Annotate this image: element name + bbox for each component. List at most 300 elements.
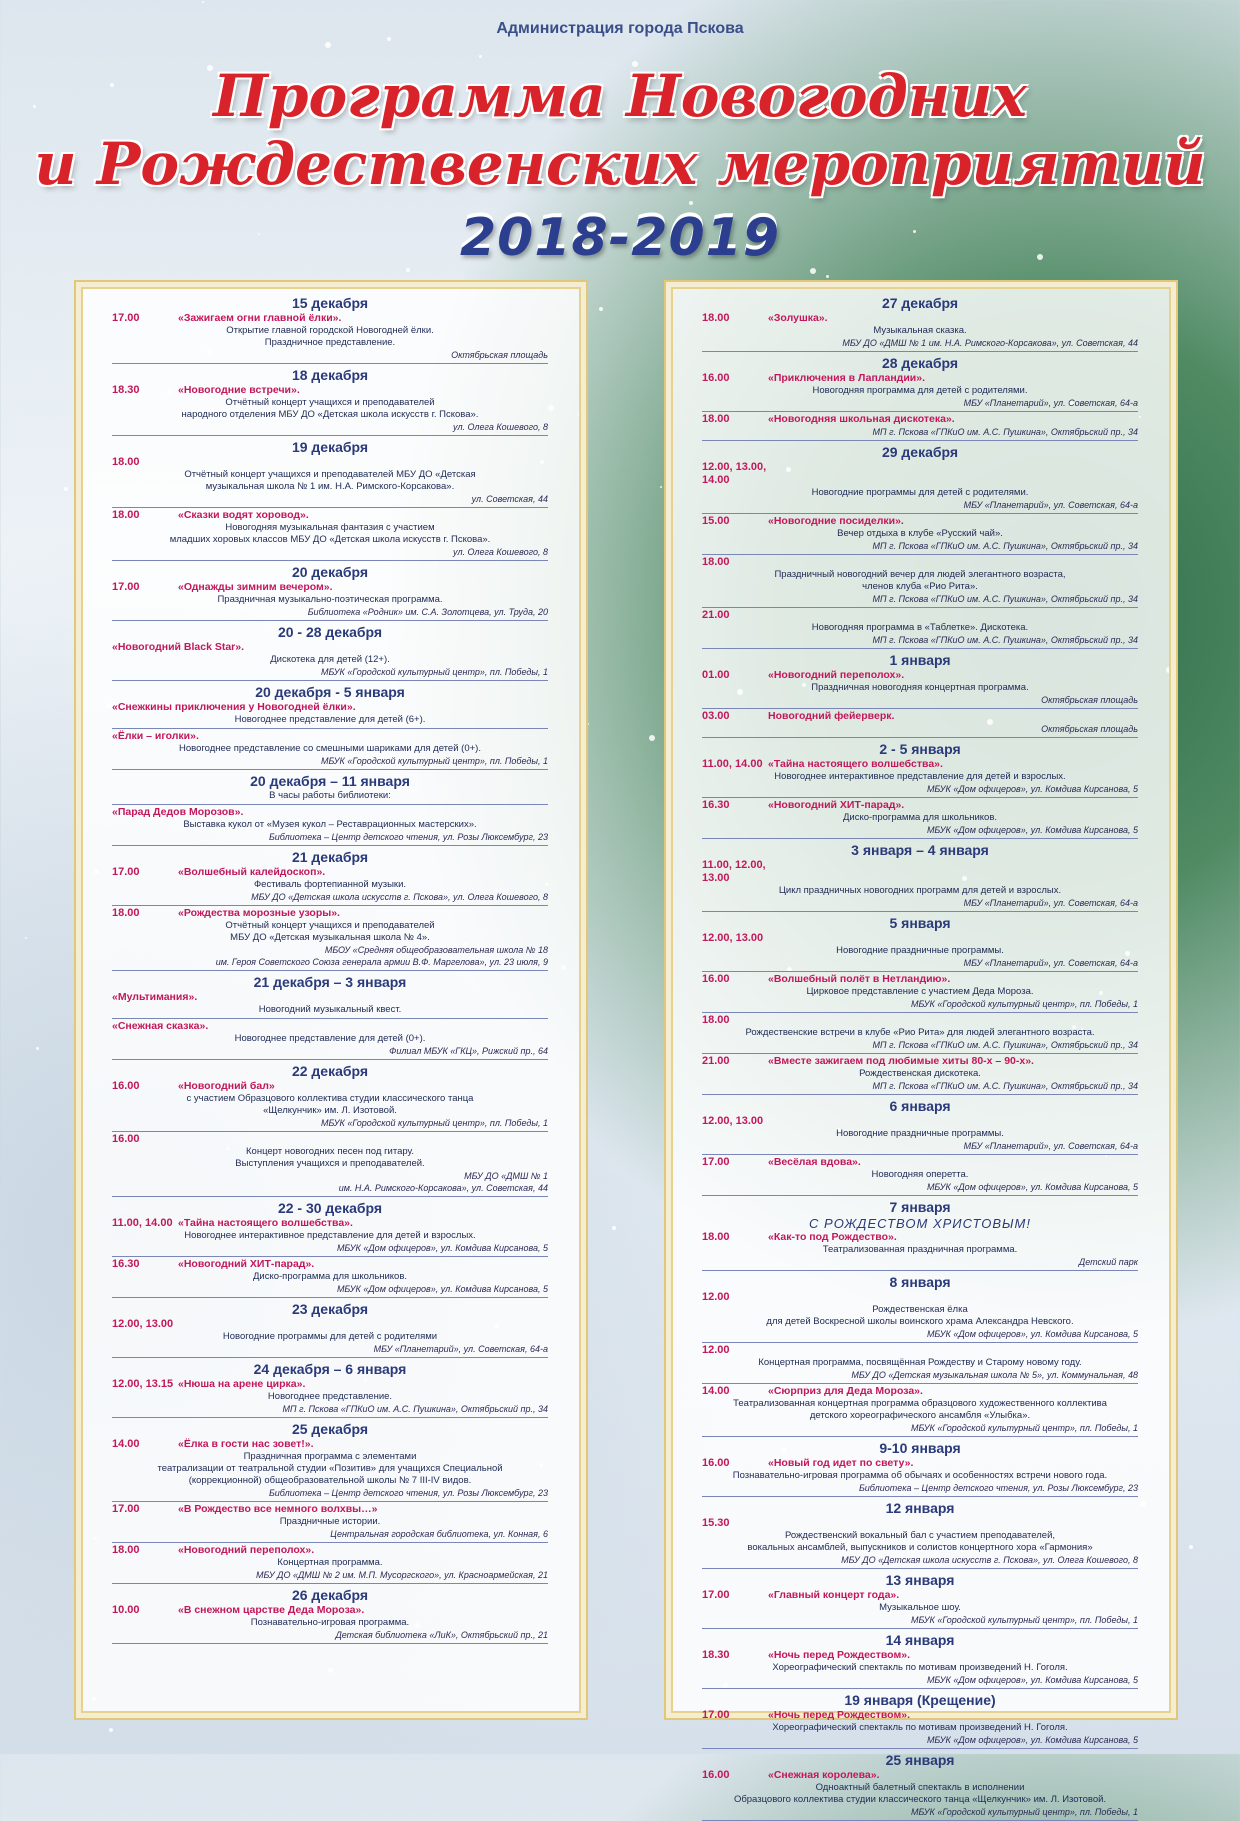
snowflake	[826, 275, 829, 278]
date-heading: 1 января	[889, 652, 951, 668]
event-time: 12.00, 13.00, 14.00	[702, 461, 767, 486]
event-header	[112, 806, 548, 819]
event-time: 18.00	[112, 1544, 140, 1556]
event-time: 12.00	[702, 1291, 730, 1303]
event-header	[702, 1344, 1138, 1357]
event-name: «Ёлка в гости нас зовет!».	[178, 1438, 314, 1450]
event-name: «Ночь перед Рождеством».	[768, 1709, 910, 1721]
event-header	[112, 312, 548, 325]
event-description: Вечер отдыха в клубе «Русский чай».	[837, 528, 1003, 539]
event-header	[112, 991, 548, 1004]
event-header	[112, 1604, 548, 1617]
event-description: Новогодние программы для детей с родителями	[222, 1331, 438, 1342]
event-description: Диско-программа для школьников.	[842, 812, 998, 823]
event-item	[702, 1231, 1138, 1271]
event-time: 16.30	[702, 799, 730, 811]
event-header	[702, 1156, 1138, 1169]
event-item	[702, 799, 1138, 839]
event-description: Отчётный концерт учащихся и преподавателей МБУ ДО «Детская музыкальная школа № 1 им. Н.А. Римского-Корсакова».	[184, 469, 476, 492]
event-item	[112, 701, 548, 729]
event-description: Цирковое представление с участием Деда Мороза.	[806, 986, 1034, 997]
event-header	[702, 1589, 1138, 1602]
event-item	[702, 1055, 1138, 1095]
event-description: Рождественский вокальный бал с участием преподавателей, вокальных ансамблей, выпускников и солистов концертного хора «Гармония»	[747, 1530, 1093, 1553]
event-time: 16.00	[702, 372, 730, 384]
event-item	[112, 1318, 548, 1358]
event-time: 12.00, 13.00	[112, 1318, 174, 1330]
event-description: Выставка кукол от «Музея кукол – Реставрационных мастерских».	[183, 819, 477, 830]
event-venue: МБУК «Городской культурный центр», пл. Победы, 1	[910, 1615, 1138, 1625]
event-item	[702, 859, 1138, 912]
event-name: Новогодний фейерверк.	[768, 710, 895, 722]
event-name: «Нюша на арене цирка».	[178, 1378, 306, 1390]
event-description: Праздничный новогодний вечер для людей элегантного возраста, членов клуба «Рио Рита».	[774, 569, 1066, 592]
event-header	[702, 1231, 1138, 1244]
snowflake	[25, 937, 27, 939]
event-venue: Библиотека «Родник» им. С.А. Золотцева, ул. Труда, 20	[307, 607, 548, 617]
event-venue: Филиал МБУК «ГКЦ», Рижский пр., 64	[389, 1046, 548, 1056]
event-description: Новогоднее представление со смешными шариками для детей (0+).	[179, 743, 481, 754]
event-name: «Новогодний Black Star».	[112, 641, 245, 653]
event-description: Музыкальная сказка.	[873, 325, 967, 336]
event-description: Новогодние праздничные программы.	[836, 1128, 1004, 1139]
event-description: Праздничные истории.	[279, 1516, 381, 1527]
event-venue: Библиотека – Центр детского чтения, ул. Розы Люксембург, 23	[268, 1488, 548, 1498]
event-header	[112, 1378, 548, 1391]
event-time: 01.00	[702, 669, 730, 681]
event-time: 18.00	[702, 312, 730, 324]
event-name: «Новогодние посиделки».	[768, 515, 904, 527]
event-description: Новогодние праздничные программы.	[836, 945, 1004, 956]
event-time: 16.00	[702, 1457, 730, 1469]
poster-title-line-1: Программа Новогодних	[213, 62, 1027, 130]
event-venue: МБОУ «Средняя общеобразовательная школа № 18 им. Героя Советского Союза генерала армии В.Ф. Маргелова», ул. 23 июля, 9	[215, 945, 548, 967]
event-item	[702, 461, 1138, 514]
event-item	[702, 556, 1138, 608]
event-header	[112, 456, 548, 469]
event-venue: МП г. Пскова «ГПКиО им. А.С. Пушкина», Октябрьский пр., 34	[872, 635, 1138, 645]
snowflake	[660, 486, 662, 488]
event-item	[702, 372, 1138, 412]
event-venue: МБУ «Планетарий», ул. Советская, 64-а	[373, 1344, 548, 1354]
event-item	[112, 581, 548, 621]
event-description: Рождественская ёлка для детей Воскресной школы воинского храма Александра Невского.	[766, 1304, 1074, 1327]
event-venue: МБУК «Городской культурный центр», пл. Победы, 1	[910, 1423, 1138, 1433]
event-item	[702, 1014, 1138, 1054]
date-heading: 21 декабря – 3 января	[253, 974, 407, 990]
event-name: «Снежкины приключения у Новогодней ёлки».	[112, 701, 356, 713]
date-heading: 21 декабря	[291, 849, 369, 865]
event-name: «Сюрприз для Деда Мороза».	[768, 1385, 923, 1397]
event-item	[112, 907, 548, 971]
event-header	[702, 1055, 1138, 1068]
event-item	[702, 1517, 1138, 1569]
event-header	[702, 609, 1138, 622]
date-heading: 5 января	[889, 915, 951, 931]
event-name: «Зажигаем огни главной ёлки».	[178, 312, 342, 324]
date-heading: 7 января	[889, 1199, 951, 1215]
event-name: «Золушка».	[768, 312, 828, 324]
event-item	[702, 1385, 1138, 1437]
event-time: 14.00	[702, 1385, 730, 1397]
event-venue: МП г. Пскова «ГПКиО им. А.С. Пушкина», Октябрьский пр., 34	[282, 1404, 548, 1414]
event-time: 17.00	[702, 1709, 730, 1721]
event-name: «В снежном царстве Деда Мороза».	[178, 1604, 365, 1616]
event-name: «Как-то под Рождество».	[768, 1231, 897, 1243]
date-heading: 3 января – 4 января	[851, 842, 989, 858]
event-description: Концертная программа, посвящённая Рождеству и Старому новому году.	[758, 1357, 1082, 1368]
event-header	[112, 1080, 548, 1093]
event-description: Праздничная программа с элементами театрализации от театральной студии «Позитив» для учащихся Специальной (коррекционной) общеобразовательной школы № 7 III-IV видов.	[157, 1451, 503, 1486]
event-name: «Новогодний ХИТ-парад».	[178, 1258, 315, 1270]
event-description: Новогоднее представление для детей (0+).	[234, 1033, 426, 1044]
event-time: 18.00	[112, 509, 140, 521]
event-header	[702, 372, 1138, 385]
event-item	[112, 641, 548, 681]
event-header	[702, 758, 1138, 771]
event-venue: МП г. Пскова «ГПКиО им. А.С. Пушкина», Октябрьский пр., 34	[872, 594, 1138, 604]
event-item	[702, 1649, 1138, 1689]
event-description: Музыкальное шоу.	[879, 1602, 961, 1613]
event-item	[702, 1589, 1138, 1629]
event-header	[112, 866, 548, 879]
event-venue: МП г. Пскова «ГПКиО им. А.С. Пушкина», Октябрьский пр., 34	[872, 1040, 1138, 1050]
date-heading: 25 декабря	[291, 1421, 369, 1437]
event-venue: МБУ «Планетарий», ул. Советская, 64-а	[963, 898, 1138, 908]
event-item	[702, 710, 1138, 738]
event-description: Новогоднее интерактивное представление для детей и взрослых.	[184, 1230, 476, 1241]
date-heading: 29 декабря	[881, 444, 959, 460]
event-venue: МБУК «Дом офицеров», ул. Комдива Кирсанова, 5	[926, 1182, 1138, 1192]
event-description: Познавательно-игровая программа об обычаях и особенностях встречи нового года.	[732, 1470, 1108, 1481]
event-header	[702, 973, 1138, 986]
event-header	[112, 1133, 548, 1146]
event-description: Новогоднее представление для детей (6+).	[234, 714, 426, 725]
event-header	[112, 384, 548, 397]
event-item	[702, 1457, 1138, 1497]
event-description: Праздничная музыкально-поэтическая программа.	[217, 594, 443, 605]
event-name: «Волшебный полёт в Нетландию».	[768, 973, 951, 985]
event-description: Новогодние программы для детей с родителями.	[811, 487, 1029, 498]
event-venue: МП г. Пскова «ГПКиО им. А.С. Пушкина», Октябрьский пр., 34	[872, 427, 1138, 437]
event-time: 03.00	[702, 710, 730, 722]
event-venue: МБУ ДО «ДМШ № 1 им. Н.А. Римского-Корсакова», ул. Советская, 44	[842, 338, 1138, 348]
event-name: «Новый год идет по свету».	[768, 1457, 914, 1469]
date-heading: 22 - 30 декабря	[277, 1200, 383, 1216]
event-item	[112, 1133, 548, 1197]
event-item	[702, 758, 1138, 798]
event-header	[702, 799, 1138, 812]
event-time: 12.00	[702, 1344, 730, 1356]
event-header	[702, 1769, 1138, 1782]
event-venue: МБУК «Дом офицеров», ул. Комдива Кирсанова, 5	[926, 1675, 1138, 1685]
event-name: «Однажды зимним вечером».	[178, 581, 333, 593]
event-time: 18.00	[702, 556, 730, 568]
event-header	[702, 1649, 1138, 1662]
event-venue: МБУ ДО «ДМШ № 2 им. М.П. Мусоргского», ул. Красноармейская, 21	[256, 1570, 548, 1580]
event-description: Театрализованная концертная программа образцового художественного коллектива детского хореографического ансамбля «Улыбка».	[733, 1398, 1107, 1421]
event-time: 17.00	[702, 1589, 730, 1601]
event-name: «Новогодняя школьная дискотека».	[768, 413, 955, 425]
date-heading: 12 января	[885, 1500, 955, 1516]
event-item	[112, 384, 548, 436]
event-venue: МБУ «Планетарий», ул. Советская, 64-а	[963, 500, 1138, 510]
event-header	[112, 1503, 548, 1516]
event-venue: МБУК «Городской культурный центр», пл. Победы, 1	[320, 667, 548, 677]
event-time: 16.00	[702, 973, 730, 985]
event-item	[112, 790, 548, 805]
event-time: 17.00	[112, 866, 140, 878]
event-item	[112, 1080, 548, 1132]
event-item	[702, 669, 1138, 709]
event-venue: Детская библиотека «ЛиК», Октябрьский пр., 21	[335, 1630, 548, 1640]
event-header	[702, 1517, 1138, 1530]
event-time: 17.00	[112, 312, 140, 324]
event-header	[702, 1115, 1138, 1128]
event-header	[112, 1544, 548, 1557]
event-time: 18.30	[702, 1649, 730, 1661]
event-name: «Сказки водят хоровод».	[178, 509, 309, 521]
event-item	[702, 1115, 1138, 1155]
event-header	[702, 1385, 1138, 1398]
event-venue: МП г. Пскова «ГПКиО им. А.С. Пушкина», Октябрьский пр., 34	[872, 1081, 1138, 1091]
event-item	[702, 609, 1138, 649]
event-item	[112, 1544, 548, 1584]
event-header	[112, 730, 548, 743]
snowflake	[599, 307, 603, 311]
event-item	[702, 1156, 1138, 1196]
event-item	[702, 973, 1138, 1013]
snowflake	[479, 55, 482, 58]
snowflake	[202, 1, 204, 3]
event-time: 10.00	[112, 1604, 140, 1616]
event-time: 17.00	[112, 581, 140, 593]
date-heading: 25 января	[885, 1752, 955, 1768]
event-description: Новогодняя оперетта.	[871, 1169, 969, 1180]
event-description: Фестиваль фортепианной музыки.	[253, 879, 407, 890]
event-description: Концертная программа.	[277, 1557, 383, 1568]
event-venue: Библиотека – Центр детского чтения, ул. Розы Люксембург, 23	[268, 832, 548, 842]
event-time: 16.00	[112, 1133, 140, 1145]
event-venue: МБУК «Дом офицеров», ул. Комдива Кирсанова, 5	[336, 1284, 548, 1294]
event-header	[702, 1709, 1138, 1722]
event-time: 17.00	[702, 1156, 730, 1168]
event-description: Праздничная новогодняя концертная программа.	[811, 682, 1029, 693]
holiday-greeting: С РОЖДЕСТВОМ ХРИСТОВЫМ!	[809, 1216, 1031, 1231]
poster-years: 2018-2019	[459, 208, 781, 268]
event-time: 18.00	[112, 907, 140, 919]
event-time: 18.30	[112, 384, 140, 396]
event-name: «Тайна настоящего волшебства».	[768, 758, 943, 770]
event-description: Новогоднее интерактивное представление для детей и взрослых.	[774, 771, 1066, 782]
event-header	[112, 701, 548, 714]
event-venue: Детский парк	[1078, 1257, 1138, 1267]
date-heading: 27 декабря	[881, 295, 959, 311]
event-description: Отчётный концерт учащихся и преподавателей МБУ ДО «Детская музыкальная школа № 4».	[225, 920, 435, 943]
event-name: «Ночь перед Рождеством».	[768, 1649, 910, 1661]
event-header	[112, 1318, 548, 1331]
event-header	[112, 1258, 548, 1271]
event-time: 17.00	[112, 1503, 140, 1515]
event-description: Диско-программа для школьников.	[252, 1271, 408, 1282]
event-item	[112, 730, 548, 770]
event-description: Новогодняя программа для детей с родителями.	[812, 385, 1028, 396]
event-header	[702, 312, 1138, 325]
event-item	[112, 509, 548, 561]
event-venue: МБУК «Дом офицеров», ул. Комдива Кирсанова, 5	[926, 1735, 1138, 1745]
event-time: 16.00	[702, 1769, 730, 1781]
date-heading: 19 января (Крещение)	[844, 1692, 996, 1708]
date-heading: 20 - 28 декабря	[277, 624, 383, 640]
event-item	[112, 312, 548, 364]
event-item	[702, 932, 1138, 972]
event-venue: ул. Олега Кошевого, 8	[453, 547, 548, 557]
date-heading: 15 декабря	[291, 295, 369, 311]
event-venue: ул. Олега Кошевого, 8	[453, 422, 548, 432]
event-time: 11.00, 12.00, 13.00	[702, 859, 766, 884]
event-venue: Центральная городская библиотека, ул. Конная, 6	[330, 1529, 548, 1539]
date-heading: 23 декабря	[291, 1301, 369, 1317]
event-name: «Весёлая вдова».	[768, 1156, 861, 1168]
event-item	[112, 1438, 548, 1502]
event-header	[702, 1014, 1138, 1027]
event-description: с участием Образцового коллектива студии классического танца «Щелкунчик» им. Л. Изотовой.	[186, 1093, 474, 1116]
event-description: Рождественская дискотека.	[859, 1068, 981, 1079]
date-heading: 6 января	[889, 1098, 951, 1114]
schedule-column-right	[664, 280, 1178, 1817]
event-item	[112, 1217, 548, 1257]
event-time: 18.00	[702, 413, 730, 425]
event-header	[702, 1291, 1138, 1304]
event-item	[112, 1503, 548, 1543]
event-venue: МБУ «Планетарий», ул. Советская, 64-а	[963, 1141, 1138, 1151]
date-heading: 19 декабря	[291, 439, 369, 455]
event-header	[702, 413, 1138, 426]
event-time: 15.00	[702, 515, 730, 527]
event-time: 18.00	[112, 456, 140, 468]
event-header	[112, 1217, 548, 1230]
event-item	[112, 456, 548, 508]
event-venue: МБУ ДО «Детская школа искусств г. Пскова», ул. Олега Кошевого, 8	[251, 892, 548, 902]
event-header	[112, 1020, 548, 1033]
event-name: «Новогодний ХИТ-парад».	[768, 799, 905, 811]
event-header	[702, 515, 1138, 528]
event-item	[702, 1769, 1138, 1821]
snowflake	[109, 1728, 113, 1732]
snowflake	[36, 1047, 39, 1050]
event-time: 14.00	[112, 1438, 140, 1450]
event-header	[112, 509, 548, 522]
event-venue: Октябрьская площадь	[451, 350, 548, 360]
event-item	[112, 991, 548, 1019]
date-heading: 8 января	[889, 1274, 951, 1290]
event-time: 21.00	[702, 609, 730, 621]
event-venue: МБУ ДО «Детская школа искусств г. Пскова», ул. Олега Кошевого, 8	[841, 1555, 1138, 1565]
event-time: 16.30	[112, 1258, 140, 1270]
event-venue: МБУ ДО «ДМШ № 1 им. Н.А. Римского-Корсакова», ул. Советская, 44	[338, 1171, 548, 1193]
event-description: Хореографический спектакль по мотивам произведений Н. Гоголя.	[772, 1722, 1068, 1733]
event-name: «Новогодние встречи».	[178, 384, 300, 396]
event-item	[702, 1291, 1138, 1343]
snowflake	[1189, 1545, 1193, 1549]
event-description: Дискотека для детей (12+).	[270, 654, 390, 665]
date-heading: 2 - 5 января	[879, 741, 961, 757]
event-venue: МБУК «Городской культурный центр», пл. Победы, 1	[910, 1807, 1138, 1817]
date-heading: 20 декабря	[291, 564, 369, 580]
event-item	[702, 312, 1138, 352]
event-venue: Библиотека – Центр детского чтения, ул. Розы Люксембург, 23	[858, 1483, 1138, 1493]
event-name: «Новогодний переполох».	[768, 669, 905, 681]
date-heading: 14 января	[885, 1632, 955, 1648]
event-venue: Октябрьская площадь	[1041, 724, 1138, 734]
event-description: Новогодний музыкальный квест.	[258, 1004, 402, 1015]
event-item	[112, 866, 548, 906]
event-item	[702, 515, 1138, 555]
event-time: 12.00, 13.15	[112, 1378, 174, 1390]
snowflake	[325, 42, 331, 48]
event-header	[702, 556, 1138, 569]
schedule-column-left	[74, 280, 588, 1720]
event-description: Цикл праздничных новогодних программ для детей и взрослых.	[778, 885, 1062, 896]
snowflake	[612, 1226, 616, 1230]
event-header	[702, 859, 1138, 885]
event-item	[112, 806, 548, 846]
event-item	[702, 413, 1138, 441]
date-heading: 28 декабря	[881, 355, 959, 371]
event-description: Новогодняя музыкальная фантазия с участием младших хоровых классов МБУ ДО «Детская школа искусств г. Пскова».	[169, 522, 491, 545]
event-item	[702, 1344, 1138, 1384]
event-item	[702, 1709, 1138, 1749]
event-time: 18.00	[702, 1231, 730, 1243]
date-heading: 20 декабря – 11 января	[250, 773, 410, 789]
event-header	[112, 907, 548, 920]
event-venue: МП г. Пскова «ГПКиО им. А.С. Пушкина», Октябрьский пр., 34	[872, 541, 1138, 551]
poster-title-line-2: и Рождественских мероприятий	[34, 130, 1206, 198]
event-time: 11.00, 14.00	[112, 1217, 173, 1229]
event-name: «Парад Дедов Морозов».	[112, 806, 244, 818]
organization-name: Администрация города Пскова	[496, 20, 744, 37]
event-venue: МБУК «Дом офицеров», ул. Комдива Кирсанова, 5	[336, 1243, 548, 1253]
event-description: Одноактный балетный спектакль в исполнении Образцового коллектива студии классического танца «Щелкунчик» им. Л. Изотовой.	[733, 1782, 1107, 1805]
event-name: «В Рождество все немного волхвы…»	[178, 1503, 378, 1515]
event-header	[702, 669, 1138, 682]
event-venue: МБУК «Дом офицеров», ул. Комдива Кирсанова, 5	[926, 825, 1138, 835]
event-header	[702, 1457, 1138, 1470]
snowflake	[64, 487, 68, 491]
event-header	[702, 461, 1138, 487]
event-name: «Волшебный калейдоскоп».	[178, 866, 326, 878]
event-name: «Ёлки – иголки».	[112, 730, 199, 742]
event-time: 11.00, 14.00	[702, 758, 763, 770]
snowflake	[810, 268, 816, 274]
event-venue: МБУК «Городской культурный центр», пл. Победы, 1	[320, 1118, 548, 1128]
event-time: 15.30	[702, 1517, 730, 1529]
event-venue: МБУК «Городской культурный центр», пл. Победы, 1	[320, 756, 548, 766]
event-venue: ул. Советская, 44	[471, 494, 548, 504]
date-heading: 26 декабря	[291, 1587, 369, 1603]
event-item	[112, 1020, 548, 1060]
event-name: «Главный концерт года».	[768, 1589, 900, 1601]
event-venue: МБУК «Дом офицеров», ул. Комдива Кирсанова, 5	[926, 784, 1138, 794]
event-item	[112, 1258, 548, 1298]
snowflake	[689, 201, 693, 205]
event-header	[112, 581, 548, 594]
event-time: 18.00	[702, 1014, 730, 1026]
event-name: «Приключения в Лапландии».	[768, 372, 926, 384]
event-description: Хореографический спектакль по мотивам произведений Н. Гоголя.	[772, 1662, 1068, 1673]
snowflake	[649, 735, 655, 741]
date-heading: 9-10 января	[879, 1440, 961, 1456]
